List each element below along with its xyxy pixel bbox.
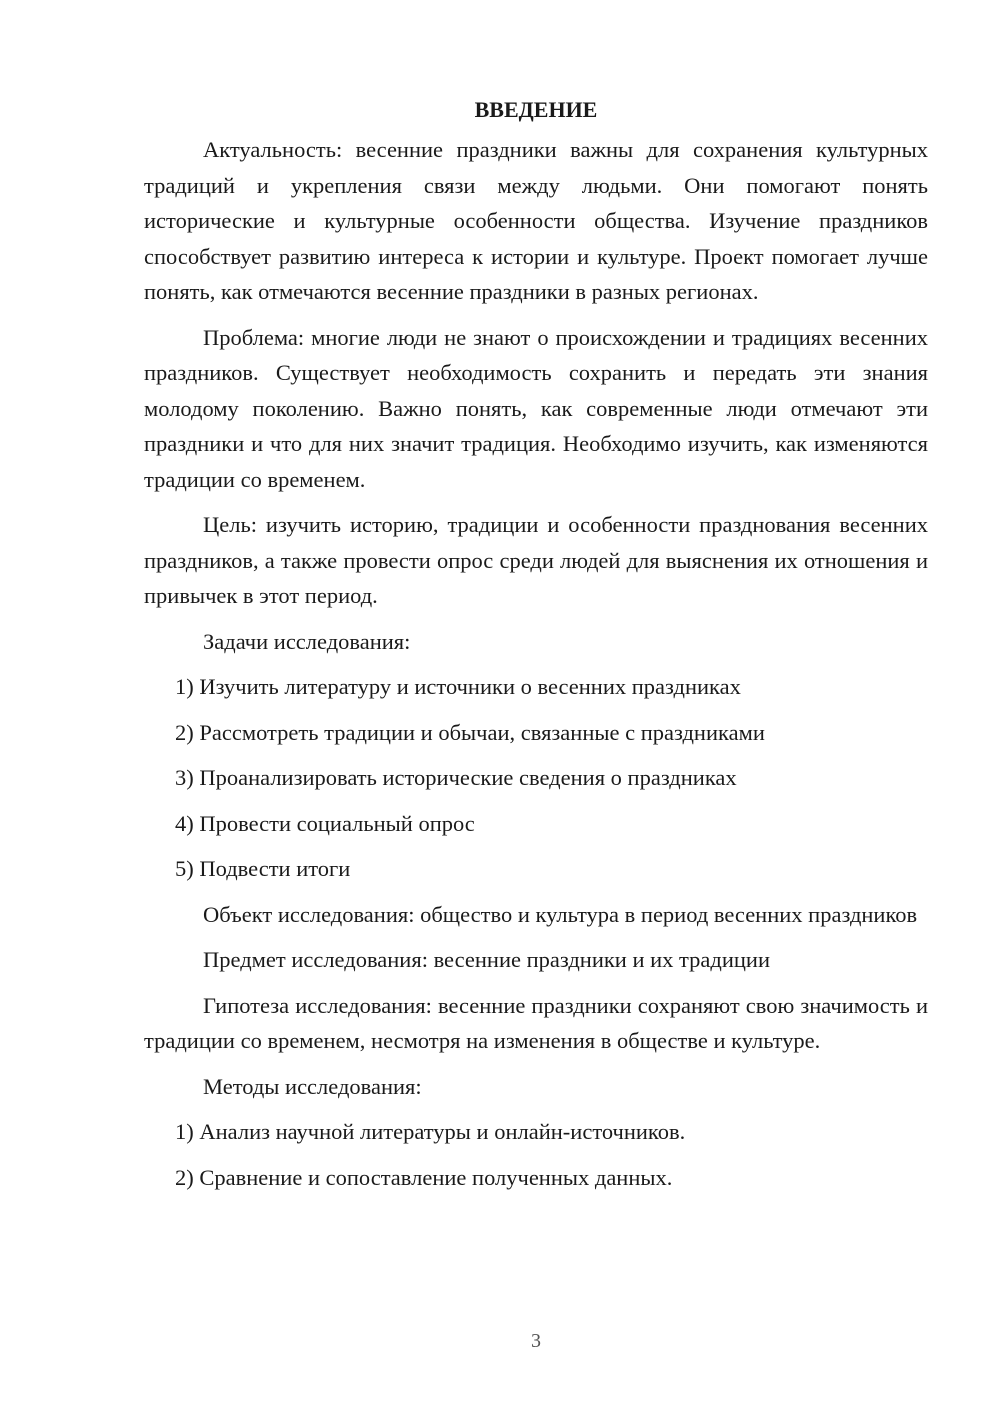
problem-paragraph: Проблема: многие люди не знают о происхождении и традициях весенних праздников. Существует необходимость сохранить и передать эти знания молодому поколению. Важно понять, как современные люди отмечают эти праздники и что для них значит традиция. Необходимо изучить, как изменяются традиции со временем. xyxy=(144,324,928,492)
goal-paragraph: Цель: изучить историю, традиции и особенности празднования весенних праздников, а также провести опрос среди людей для выяснения их отношения и привычек в этот период. xyxy=(144,512,928,608)
task-item: 1) Изучить литературу и источники о весенних праздниках xyxy=(175,674,741,699)
hypothesis-paragraph: Гипотеза исследования: весенние праздники сохраняют свою значимость и традиции со временем, несмотря на изменения в обществе и культуре. xyxy=(144,992,928,1053)
task-item: 3) Проанализировать исторические сведения о праздниках xyxy=(175,765,737,790)
document-page xyxy=(144,92,928,1205)
method-item: 1) Анализ научной литературы и онлайн-источников. xyxy=(175,1119,686,1144)
object-paragraph: Объект исследования: общество и культура в период весенних праздников xyxy=(203,901,918,927)
relevance-paragraph: Актуальность: весенние праздники важны для сохранения культурных традиций и укрепления связи между людьми. Они помогают понять исторические и культурные особенности общества. Изучение праздников способствует развитию интереса к истории и культуре. Проект помогает лучше понять, как отмечаются весенние праздники в разных регионах. xyxy=(144,137,928,304)
task-item: 4) Провести социальный опрос xyxy=(175,810,475,836)
methods-heading: Методы исследования: xyxy=(203,1073,422,1099)
page-number: 3 xyxy=(531,1330,541,1352)
tasks-heading: Задачи исследования: xyxy=(203,628,411,654)
task-item: 2) Рассмотреть традиции и обычаи, связанные с праздниками xyxy=(175,719,765,745)
page-title: ВВЕДЕНИЕ xyxy=(474,97,598,122)
subject-paragraph: Предмет исследования: весенние праздники и их традиции xyxy=(203,947,771,972)
task-item: 5) Подвести итоги xyxy=(175,856,351,881)
method-item: 2) Сравнение и сопоставление полученных данных. xyxy=(175,1164,673,1190)
